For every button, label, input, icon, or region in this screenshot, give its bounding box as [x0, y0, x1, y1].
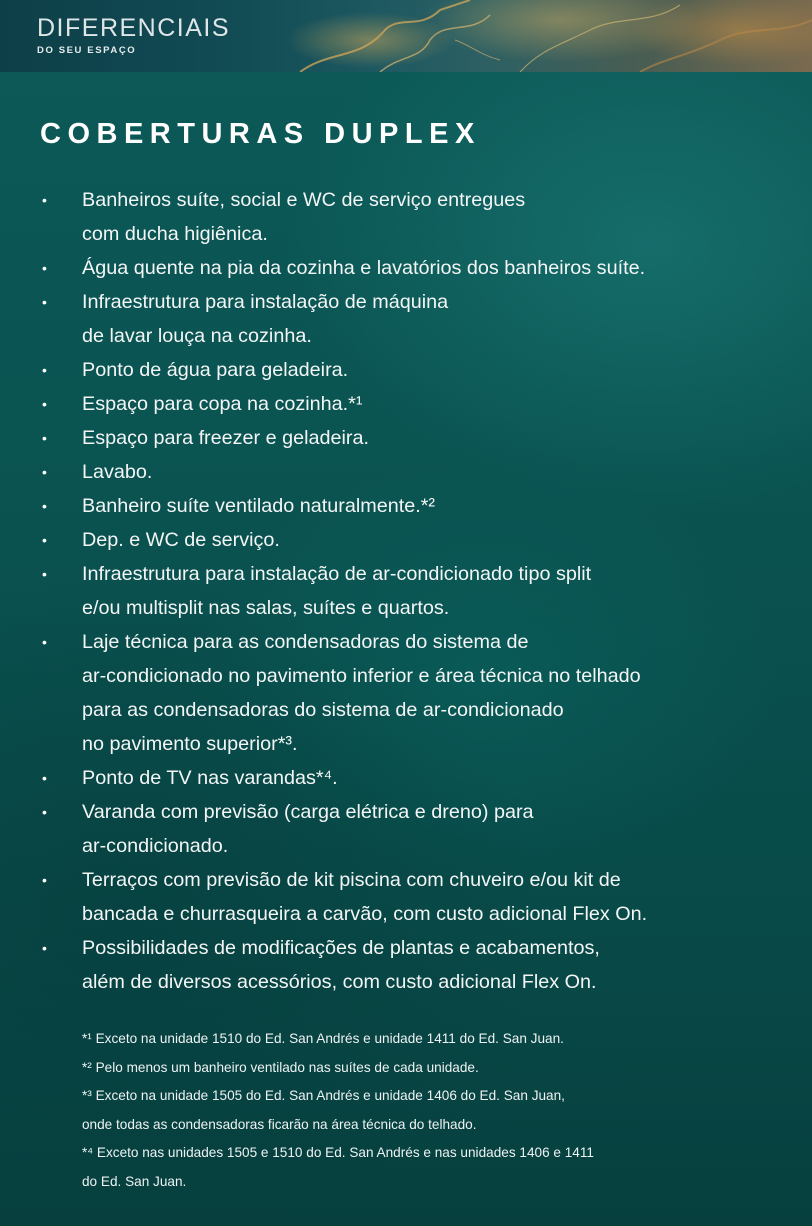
feature-line: Infraestrutura para instalação de ar-condicionado tipo split — [82, 563, 592, 585]
bullet-icon: • — [42, 872, 47, 888]
bullet-icon: • — [42, 498, 47, 514]
feature-line: Laje técnica para as condensadoras do sistema de — [82, 631, 529, 653]
bullet-icon: • — [42, 362, 47, 378]
feature-line: Dep. e WC de serviço. — [82, 529, 280, 551]
header-band — [0, 0, 812, 72]
footnote-line: *⁴ Exceto nas unidades 1505 e 1510 do Ed. San Andrés e nas unidades 1406 e 1411 — [82, 1145, 594, 1160]
feature-line: para as condensadoras do sistema de ar-condicionado — [82, 699, 564, 721]
footnote-line: *¹ Exceto na unidade 1510 do Ed. San Andrés e unidade 1411 do Ed. San Juan. — [82, 1031, 564, 1046]
feature-item — [38, 863, 778, 931]
feature-item — [38, 557, 778, 625]
feature-line: Banheiro suíte ventilado naturalmente.*² — [82, 495, 435, 517]
brand-subtitle: DO SEU ESPAÇO — [37, 45, 137, 56]
footnotes — [82, 1025, 782, 1196]
bullet-icon: • — [42, 804, 47, 820]
bullet-icon: • — [42, 532, 47, 548]
feature-line: bancada e churrasqueira a carvão, com custo adicional Flex On. — [82, 903, 648, 925]
bullet-icon: • — [42, 634, 47, 650]
feature-line: Possibilidades de modificações de plantas e acabamentos, — [82, 937, 600, 959]
feature-item — [38, 387, 778, 421]
footnote-line: onde todas as condensadoras ficarão na área técnica do telhado. — [82, 1116, 477, 1132]
feature-line: com ducha higiênica. — [82, 223, 268, 245]
bullet-icon: • — [42, 294, 47, 310]
feature-item — [38, 285, 778, 353]
bullet-icon: • — [42, 260, 47, 276]
feature-line: Lavabo. — [82, 461, 153, 483]
feature-line: de lavar louça na cozinha. — [82, 325, 312, 347]
feature-item — [38, 489, 778, 523]
feature-item — [38, 183, 778, 251]
feature-item — [38, 523, 778, 557]
bullet-icon: • — [42, 464, 47, 480]
feature-line: Espaço para copa na cozinha.*¹ — [82, 393, 363, 415]
feature-line: além de diversos acessórios, com custo adicional Flex On. — [82, 971, 597, 993]
features-list — [38, 183, 778, 999]
bullet-icon: • — [42, 396, 47, 412]
footnote-line: do Ed. San Juan. — [82, 1173, 187, 1189]
feature-item — [38, 353, 778, 387]
feature-line: Banheiros suíte, social e WC de serviço entregues — [82, 189, 526, 211]
feature-line: Infraestrutura para instalação de máquina — [82, 291, 449, 313]
bullet-icon: • — [42, 566, 47, 582]
feature-item — [38, 795, 778, 863]
feature-line: ar-condicionado no pavimento inferior e área técnica no telhado — [82, 665, 641, 687]
bullet-icon: • — [42, 770, 47, 786]
footnote-line: *³ Exceto na unidade 1505 do Ed. San Andrés e unidade 1406 do Ed. San Juan, — [82, 1088, 565, 1103]
bullet-icon: • — [42, 940, 47, 956]
feature-item — [38, 455, 778, 489]
brand-title: DIFERENCIAIS — [37, 14, 231, 42]
feature-line: ar-condicionado. — [82, 835, 229, 857]
feature-line: e/ou multisplit nas salas, suítes e quartos. — [82, 597, 450, 619]
bullet-icon: • — [42, 192, 47, 208]
feature-item — [38, 421, 778, 455]
brand-logo — [37, 14, 230, 56]
feature-line: Terraços com previsão de kit piscina com chuveiro e/ou kit de — [82, 869, 621, 891]
bullet-icon: • — [42, 430, 47, 446]
feature-item — [38, 931, 778, 999]
section-title: COBERTURAS DUPLEX — [40, 118, 481, 150]
feature-line: Varanda com previsão (carga elétrica e dreno) para — [82, 801, 534, 823]
feature-line: Ponto de água para geladeira. — [82, 359, 349, 381]
feature-item — [38, 251, 778, 285]
feature-line: no pavimento superior*³. — [82, 733, 298, 755]
feature-item — [38, 761, 778, 795]
feature-line: Ponto de TV nas varandas*⁴. — [82, 767, 338, 789]
feature-line: Espaço para freezer e geladeira. — [82, 427, 370, 449]
feature-line: Água quente na pia da cozinha e lavatórios dos banheiros suíte. — [82, 257, 646, 279]
footnote-line: *² Pelo menos um banheiro ventilado nas suítes de cada unidade. — [82, 1059, 479, 1075]
feature-item — [38, 625, 778, 761]
